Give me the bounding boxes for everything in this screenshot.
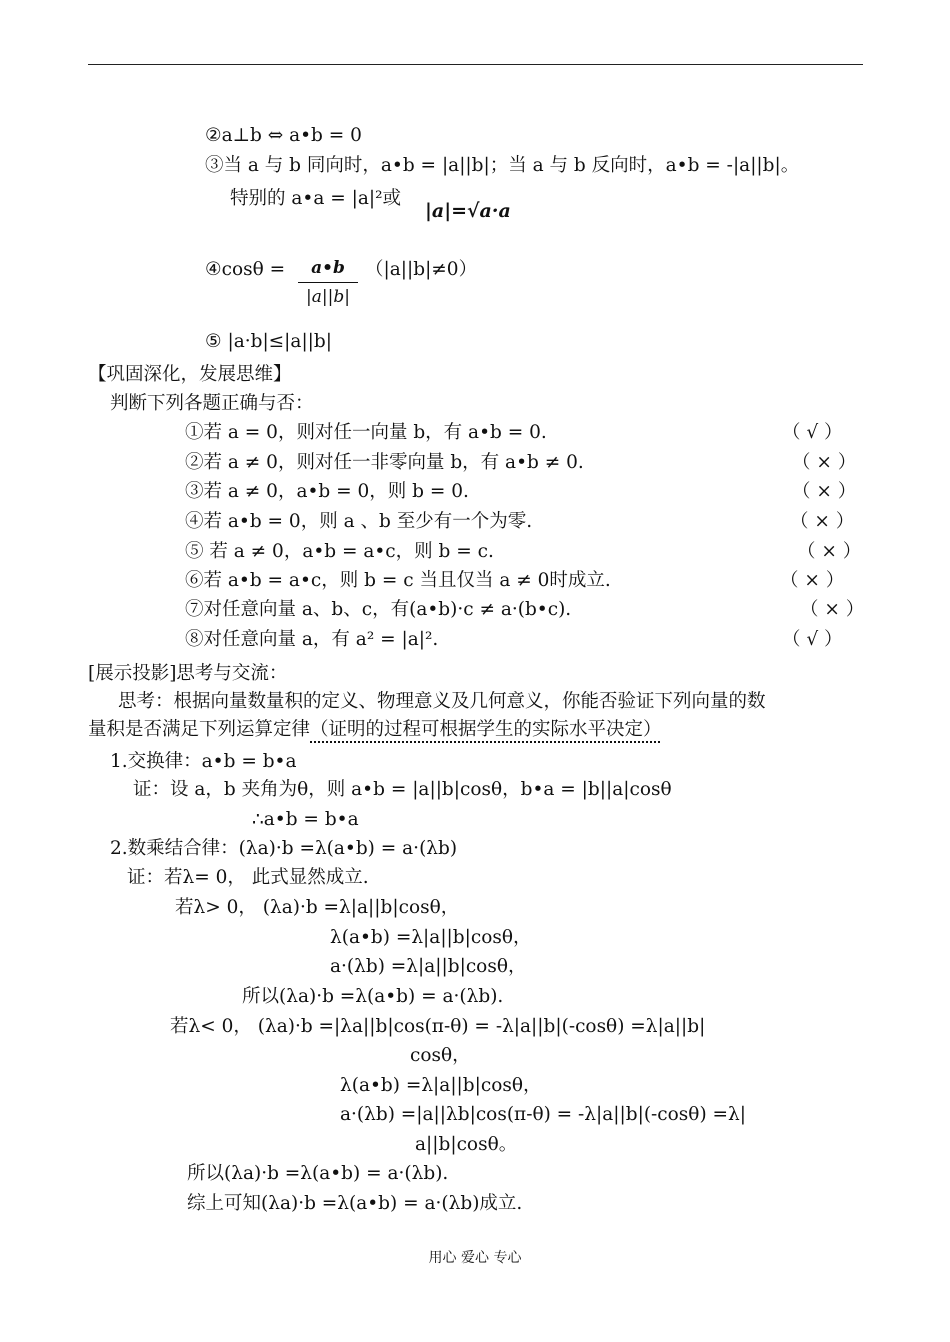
judgment-mark: （ √ ） <box>782 422 843 443</box>
law1-proof-1: 证：设 a，b 夹角为θ，则 a•b = |a||b|cosθ，b•a = |b||a|cosθ <box>133 779 672 800</box>
law2-gt-1: 若λ> 0， (λa)·b =λ|a||b|cosθ， <box>175 897 460 918</box>
law2-lt-1b: cosθ， <box>410 1045 471 1066</box>
law2-gt-2: λ(a•b) =λ|a||b|cosθ， <box>330 927 532 948</box>
law2-lt-3b: a||b|cosθ。 <box>415 1134 518 1155</box>
header-rule <box>88 64 863 65</box>
section-title-2: [展示投影]思考与交流： <box>88 663 288 684</box>
property-4-label: ④cosθ = <box>205 259 286 280</box>
judgment-mark: （ × ） <box>792 452 857 473</box>
section-intro: 判断下列各题正确与否： <box>110 393 314 414</box>
law2-lt-3: a·(λb) =|a||λb|cos(π-θ) = -λ|a||b|(-cosθ) =λ| <box>340 1104 746 1125</box>
law2-lt-1: 若λ< 0， (λa)·b =|λa||b|cos(π-θ) = -λ|a||b|(-cosθ) =λ|a||b| <box>170 1016 706 1037</box>
judgment-mark: （ × ） <box>800 599 865 620</box>
cos-fraction <box>298 258 358 307</box>
fraction-denominator: |a||b| <box>306 287 350 307</box>
think-line-1: 思考：根据向量数量积的定义、物理意义及几何意义，你能否验证下列向量的数 <box>118 691 766 712</box>
law2-lt-4: 所以(λa)·b =λ(a•b) = a·(λb). <box>187 1163 449 1184</box>
property-3: ③当 a 与 b 同向时，a•b = |a||b|；当 a 与 b 反向时，a•b = -|a||b|。 <box>205 155 800 176</box>
section-title-1: 【巩固深化，发展思维】 <box>88 364 292 385</box>
law2-lt-2: λ(a•b) =λ|a||b|cosθ， <box>340 1075 542 1096</box>
judgment-statement: ④若 a•b = 0，则 a 、b 至少有一个为零. <box>185 511 533 532</box>
judgment-statement: ②若 a ≠ 0，则对任一非零向量 b，有 a•b ≠ 0. <box>185 452 584 473</box>
judgment-statement: ⑤ 若 a ≠ 0，a•b = a•c，则 b = c. <box>185 541 494 562</box>
law2-conclusion: 综上可知(λa)·b =λ(a•b) = a·(λb)成立. <box>187 1193 523 1214</box>
property-5: ⑤ |a·b|≤|a||b| <box>205 331 332 352</box>
think-line-2 <box>88 718 662 742</box>
law2-title: 2.数乘结合律：(λa)·b =λ(a•b) = a·(λb) <box>110 838 458 859</box>
judgment-statement: ①若 a = 0，则对任一向量 b，有 a•b = 0. <box>185 422 547 443</box>
page-footer: 用心 爱心 专心 <box>428 1250 522 1266</box>
judgment-mark: （ × ） <box>790 511 855 532</box>
law2-gt-3: a·(λb) =λ|a||b|cosθ， <box>330 956 527 977</box>
fraction-numerator: a•b <box>298 258 358 283</box>
judgment-mark: （ × ） <box>780 570 845 591</box>
judgment-statement: ⑧对任意向量 a，有 a² = |a|². <box>185 629 439 650</box>
judgment-statement: ③若 a ≠ 0，a•b = 0，则 b = 0. <box>185 481 469 502</box>
judgment-statement: ⑥若 a•b = a•c，则 b = c 当且仅当 a ≠ 0时成立. <box>185 570 611 591</box>
property-3-formula: |a|=√a·a <box>425 200 511 222</box>
think-line-2b: （证明的过程可根据学生的实际水平决定） <box>310 719 662 740</box>
think-line-2a: 量积是否满足下列运算定律 <box>88 719 311 740</box>
property-2: ②a⊥b ⇔ a•b = 0 <box>205 125 362 146</box>
law2-gt-4: 所以(λa)·b =λ(a•b) = a·(λb). <box>242 986 504 1007</box>
property-4-condition: （|a||b|≠0） <box>365 259 478 280</box>
judgment-mark: （ × ） <box>792 481 857 502</box>
property-3-special: 特别的 a•a = |a|²或 <box>230 188 402 209</box>
judgment-mark: （ √ ） <box>782 629 843 650</box>
judgment-statement: ⑦对任意向量 a、b、c，有(a•b)·c ≠ a·(b•c). <box>185 599 572 620</box>
law2-case-zero: 证：若λ= 0， 此式显然成立. <box>127 867 369 888</box>
judgment-mark: （ × ） <box>797 541 862 562</box>
law1-title: 1.交换律：a•b = b•a <box>110 751 297 772</box>
law1-proof-2: ∴a•b = b•a <box>252 809 359 830</box>
